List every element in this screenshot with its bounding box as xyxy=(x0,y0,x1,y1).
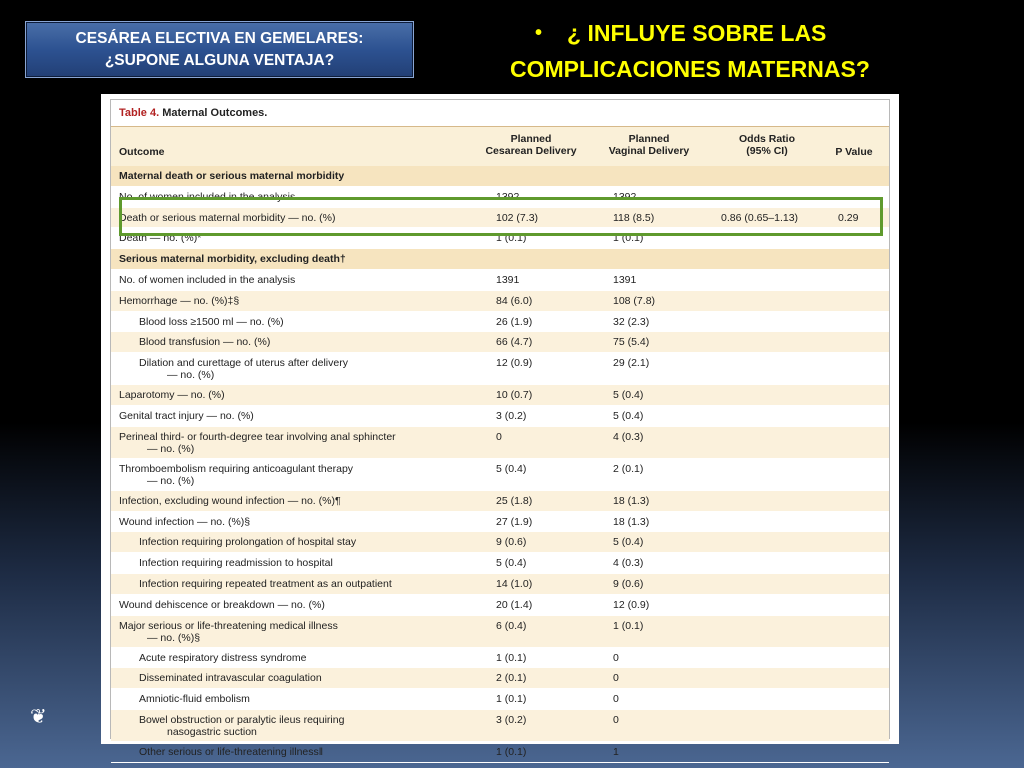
cell-vaginal: 1 (0.1) xyxy=(613,619,644,632)
cell-outcome xyxy=(119,410,489,422)
cell-vaginal: 0 xyxy=(613,651,619,664)
cell-outcome-text: Serious maternal morbidity, excluding death† xyxy=(119,253,346,266)
cell-vaginal: 75 (5.4) xyxy=(613,336,650,349)
header-outcome: Outcome xyxy=(119,146,165,158)
cell-outcome xyxy=(119,389,489,401)
cell-cesarean: 14 (1.0) xyxy=(496,577,533,590)
cell-cesarean: 3 (0.2) xyxy=(496,409,527,422)
cell-cesarean: 5 (0.4) xyxy=(496,462,527,475)
cell-cesarean: 27 (1.9) xyxy=(496,515,533,528)
cell-cesarean: 0 xyxy=(496,430,502,443)
table-row xyxy=(111,648,889,669)
header-odds-ratio xyxy=(717,133,817,157)
cell-vaginal: 29 (2.1) xyxy=(613,357,650,370)
table-number: Table 4. xyxy=(119,107,160,119)
header-cesarean-line2: Cesarean Delivery xyxy=(485,145,577,157)
table-row xyxy=(111,742,889,763)
cell-vaginal: 32 (2.3) xyxy=(613,315,650,328)
cell-outcome xyxy=(119,431,489,455)
cell-vaginal: 108 (7.8) xyxy=(613,294,656,307)
cell-outcome xyxy=(119,463,489,487)
cell-cesarean: 25 (1.8) xyxy=(496,494,533,507)
cell-outcome xyxy=(139,746,509,758)
cell-outcome xyxy=(139,536,509,548)
cell-outcome-text: No. of women included in the analysis xyxy=(119,273,296,286)
cell-vaginal: 5 (0.4) xyxy=(613,409,644,422)
cell-cesarean: 84 (6.0) xyxy=(496,294,533,307)
cell-outcome-text: Blood loss ≥1500 ml — no. (%) xyxy=(139,315,284,328)
cell-cesarean: 1 (0.1) xyxy=(496,651,527,664)
cell-cesarean: 66 (4.7) xyxy=(496,336,533,349)
cell-outcome-text: Disseminated intravascular coagulation xyxy=(139,672,322,685)
highlight-box xyxy=(119,197,883,236)
cell-outcome xyxy=(139,357,509,381)
cell-vaginal: 118 (8.5) xyxy=(613,211,655,224)
bullet-dot-icon: • xyxy=(535,22,543,44)
cell-outcome-text: Death — no. (%)* xyxy=(119,232,202,245)
cell-odds-ratio: 0.86 (0.65–1.13) xyxy=(721,211,799,224)
cell-outcome-text: Thromboembolism requiring anticoagulant therapy xyxy=(119,462,354,475)
cell-vaginal: 5 (0.4) xyxy=(613,389,644,402)
cell-cesarean: 1391 xyxy=(496,273,520,286)
table-row xyxy=(111,312,889,333)
logo-icon: ❦ xyxy=(30,704,47,728)
header-odds-line1: Odds Ratio xyxy=(738,133,795,145)
cell-vaginal: 2 (0.1) xyxy=(613,462,644,475)
cell-outcome-text: Major serious or life-threatening medical illness xyxy=(119,619,338,632)
cell-p-value: 0.29 xyxy=(838,211,859,224)
cell-outcome-continued: — no. (%) xyxy=(147,442,195,455)
cell-cesarean: 3 (0.2) xyxy=(496,713,527,726)
cell-vaginal: 0 xyxy=(613,672,619,685)
cell-cesarean: 1 (0.1) xyxy=(496,693,527,706)
cell-vaginal: 18 (1.3) xyxy=(613,494,650,507)
cell-outcome-continued: — no. (%) xyxy=(167,369,215,382)
cell-outcome-text: Maternal death or serious maternal morbidity xyxy=(119,170,345,182)
table-image xyxy=(101,94,899,758)
header-vaginal-line1: Planned xyxy=(628,133,670,145)
cell-outcome-text: Infection requiring repeated treatment as an outpatient xyxy=(139,577,392,590)
cell-outcome xyxy=(119,170,489,182)
cell-outcome-text: Laparotomy — no. (%) xyxy=(119,389,225,402)
cell-cesarean: 1 (0.1) xyxy=(496,232,527,245)
cell-outcome-continued: nasogastric suction xyxy=(167,725,257,738)
cell-cesarean: 6 (0.4) xyxy=(496,619,527,632)
header-p-value: P Value xyxy=(835,146,873,158)
cell-outcome-text: Wound infection — no. (%)§ xyxy=(119,515,251,528)
cell-cesarean: 20 (1.4) xyxy=(496,598,533,611)
table-row xyxy=(111,689,889,710)
cell-outcome-text: Other serious or life-threatening illness‖ xyxy=(139,745,324,758)
header-cesarean-line1: Planned xyxy=(510,133,552,145)
cell-outcome-text: Infection requiring prolongation of hospital stay xyxy=(139,536,357,549)
cell-outcome-text: Bowel obstruction or paralytic ileus requiring xyxy=(139,713,345,726)
cell-outcome-text: Dilation and curettage of uterus after delivery xyxy=(139,357,348,370)
cell-outcome xyxy=(119,253,489,265)
table-row xyxy=(111,406,889,427)
table-caption xyxy=(119,107,267,119)
cell-outcome-text: Wound dehiscence or breakdown — no. (%) xyxy=(119,598,325,611)
table-row xyxy=(111,616,889,648)
cell-vaginal: 1392 xyxy=(613,190,637,203)
cell-vaginal: 4 (0.3) xyxy=(613,557,644,570)
table-row xyxy=(111,710,889,742)
cell-outcome xyxy=(119,295,489,307)
cell-vaginal: 12 (0.9) xyxy=(613,598,650,611)
cell-outcome xyxy=(119,495,489,507)
cell-cesarean: 12 (0.9) xyxy=(496,357,533,370)
cell-vaginal: 1 xyxy=(613,745,619,758)
cell-outcome xyxy=(119,274,489,286)
cell-vaginal: 0 xyxy=(613,693,619,706)
cell-vaginal: 1391 xyxy=(613,273,637,286)
cell-outcome-text: Acute respiratory distress syndrome xyxy=(139,651,307,664)
table-title: Maternal Outcomes. xyxy=(162,107,268,119)
cell-outcome-text: Infection, excluding wound infection — no. (%)¶ xyxy=(119,494,341,507)
cell-outcome xyxy=(139,652,509,664)
bullet-line1: ¿ INFLUYE SOBRE LAS xyxy=(567,20,827,46)
cell-vaginal: 0 xyxy=(613,713,619,726)
slide-title-line2: ¿SUPONE ALGUNA VENTAJA? xyxy=(104,52,335,69)
table-row xyxy=(111,595,889,616)
slide-title-box xyxy=(25,21,414,78)
cell-cesarean: 2 (0.1) xyxy=(496,672,527,685)
table-row xyxy=(111,427,889,459)
table-row xyxy=(111,459,889,491)
cell-cesarean: 26 (1.9) xyxy=(496,315,533,328)
maternal-outcomes-table xyxy=(110,99,890,758)
cell-vaginal: 9 (0.6) xyxy=(613,577,644,590)
section-row xyxy=(111,249,889,270)
cell-outcome-text: No. of women included in the analysis xyxy=(119,190,296,203)
table-row xyxy=(111,574,889,595)
cell-cesarean: 9 (0.6) xyxy=(496,536,527,549)
section-row xyxy=(111,166,889,187)
cell-outcome xyxy=(139,672,509,684)
table-row xyxy=(111,512,889,533)
cell-outcome xyxy=(119,599,489,611)
bullet-line2: COMPLICACIONES MATERNAS? xyxy=(510,56,870,82)
header-vaginal xyxy=(589,133,709,157)
table-row xyxy=(111,291,889,312)
table-row xyxy=(111,332,889,353)
cell-cesarean: 10 (0.7) xyxy=(496,389,533,402)
cell-vaginal: 18 (1.3) xyxy=(613,515,650,528)
cell-outcome xyxy=(119,620,489,644)
table-row xyxy=(111,532,889,553)
cell-outcome-text: Genital tract injury — no. (%) xyxy=(119,409,254,422)
cell-outcome-text: Perineal third- or fourth-degree tear involving anal sphincter xyxy=(119,430,396,443)
cell-outcome-continued: — no. (%)§ xyxy=(147,631,201,644)
table-row xyxy=(111,553,889,574)
table-row xyxy=(111,385,889,406)
cell-outcome-text: Amniotic-fluid embolism xyxy=(139,693,250,706)
cell-outcome-text: Infection requiring readmission to hospital xyxy=(139,557,333,570)
cell-outcome-continued: — no. (%) xyxy=(147,474,195,487)
cell-outcome-text: Death or serious maternal morbidity — no. (%) xyxy=(119,211,336,224)
table-body xyxy=(111,166,889,763)
header-vaginal-line2: Vaginal Delivery xyxy=(608,145,690,157)
cell-outcome xyxy=(139,316,509,328)
cell-vaginal: 4 (0.3) xyxy=(613,430,644,443)
header-cesarean xyxy=(471,133,591,157)
cell-outcome-text: Blood transfusion — no. (%) xyxy=(139,336,271,349)
slide-title-line1: CESÁREA ELECTIVA EN GEMELARES: xyxy=(75,30,364,47)
cell-vaginal: 5 (0.4) xyxy=(613,536,644,549)
cell-outcome-text: Hemorrhage — no. (%)‡§ xyxy=(119,294,240,307)
cell-outcome xyxy=(139,557,509,569)
table-header xyxy=(111,126,889,168)
cell-outcome xyxy=(139,714,509,738)
cell-cesarean: 5 (0.4) xyxy=(496,557,527,570)
table-row xyxy=(111,270,889,291)
cell-cesarean: 102 (7.3) xyxy=(496,211,539,224)
cell-cesarean: 1392 xyxy=(496,190,520,203)
cell-vaginal: 1 (0.1) xyxy=(613,232,644,245)
cell-cesarean: 1 (0.1) xyxy=(496,745,527,758)
table-row xyxy=(111,668,889,689)
table-row xyxy=(111,353,889,385)
cell-outcome xyxy=(139,693,509,705)
cell-outcome xyxy=(139,578,509,590)
table-row xyxy=(111,491,889,512)
header-odds-line2: (95% CI) xyxy=(746,145,788,157)
cell-outcome xyxy=(139,336,509,348)
cell-outcome xyxy=(119,516,489,528)
